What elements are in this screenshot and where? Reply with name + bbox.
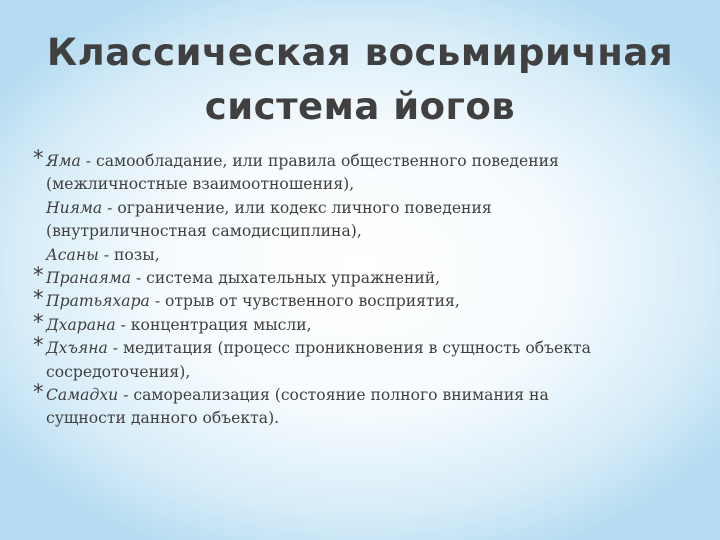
bullet-star-icon: *	[33, 263, 44, 288]
item-term: Асаны	[46, 245, 99, 264]
item-line	[46, 244, 674, 267]
item-term: Пранаяма	[46, 269, 131, 288]
list-item	[33, 309, 674, 337]
item-line	[46, 197, 674, 220]
item-description: сосредоточения),	[46, 362, 191, 381]
item-description: - отрыв от чувственного восприятия,	[149, 292, 460, 311]
bullet-star-icon: *	[33, 333, 44, 358]
item-description: сущности данного объекта).	[46, 409, 280, 428]
item-description: - позы,	[98, 245, 160, 264]
item-description: - медитация (процесс проникновения в сущность объекта	[107, 339, 591, 358]
item-description: - ограничение, или кодекс личного поведения	[102, 198, 492, 217]
item-line	[46, 361, 674, 384]
item-term: Пратьяхара	[46, 292, 150, 311]
item-term: Самадхи	[46, 386, 119, 405]
item-line	[46, 314, 674, 337]
item-line	[46, 267, 674, 290]
item-description: - система дыхательных упражнений,	[131, 269, 441, 288]
title-line-2: система йогов	[204, 85, 516, 128]
title-line-1: Классическая восьмиричная	[46, 31, 674, 74]
item-term: Нияма	[46, 198, 103, 217]
item-line	[46, 384, 674, 407]
list-item	[33, 333, 674, 384]
list-item	[33, 263, 674, 290]
item-description: - самореализация (состояние полного внимания на	[118, 386, 549, 405]
bullet-star-icon: *	[33, 309, 44, 334]
item-description: - самообладание, или правила общественного поведения	[80, 152, 559, 170]
bullet-list	[33, 146, 674, 431]
bullet-star-icon: *	[33, 380, 44, 405]
list-item	[33, 146, 674, 267]
item-line	[46, 407, 674, 430]
item-description: - концентрация мысли,	[115, 315, 312, 334]
item-term: Дхъяна	[46, 339, 108, 358]
item-line	[46, 150, 674, 173]
item-line	[46, 337, 674, 360]
item-line	[46, 173, 674, 196]
item-term: Дхарана	[46, 315, 116, 334]
bullet-star-icon: *	[33, 146, 44, 170]
bullet-star-icon: *	[33, 286, 44, 311]
item-line	[46, 290, 674, 313]
slide-title	[40, 26, 680, 134]
list-item	[33, 380, 674, 431]
item-description: (внутриличностная самодисциплина),	[46, 222, 362, 241]
item-line	[46, 220, 674, 243]
list-item	[33, 286, 674, 313]
item-description: (межличностные взаимоотношения),	[46, 175, 355, 194]
item-term: Яма	[46, 152, 81, 170]
